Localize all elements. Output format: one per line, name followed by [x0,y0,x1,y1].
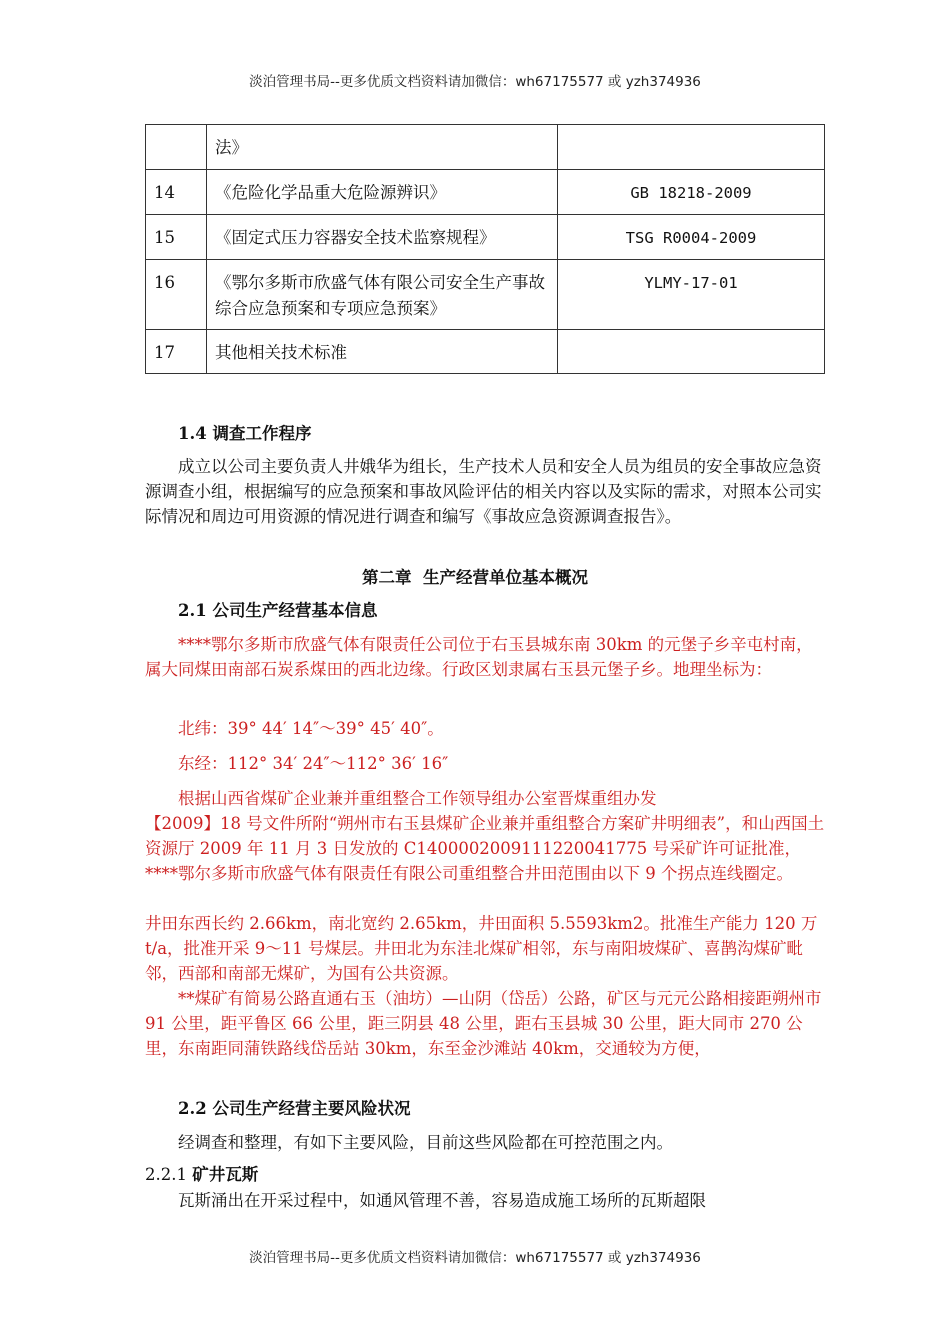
section-2-1-heading: 2.1 公司生产经营基本信息 [178,601,378,620]
chapter-2-title: 第二章 生产经营单位基本概况 [362,568,588,587]
standard-name: 《危险化学品重大危险源辨识》 [207,170,558,215]
table-row [146,215,825,260]
standard-code: GB 18218-2009 [558,170,825,215]
transport-paragraph: **煤矿有简易公路直通右玉（油坊）—山阴（岱岳）公路，矿区与元元公路相接距朔州市 91 公里，距平鲁区 66 公里，距三阴县 48 公里，距右玉县城 30 公里，距大同市 270 公里，东南距同蒲铁路线岱岳站 30km，东至金沙滩站 40km，交通较为方便， [145,989,822,1058]
standard-name: 其他相关技术标准 [207,330,558,374]
standard-code [558,330,825,374]
latitude-line: 北纬：39° 44′ 14″～39° 45′ 40″。 [178,719,444,738]
table-row [146,170,825,215]
company-location-paragraph: ****鄂尔多斯市欣盛气体有限责任公司位于右玉县城东南 30km 的元堡子乡辛屯村南，属大同煤田南部石炭系煤田的西北边缘。行政区划隶属右玉县元堡子乡。地理坐标为： [145,635,813,679]
page-header-note: 淡泊管理书局--更多优质文档资料请加微信：wh67175577 或 yzh374936 [249,74,701,90]
standard-name: 《固定式压力容器安全技术监察规程》 [207,215,558,260]
standard-code: YLMY-17-01 [558,260,825,330]
row-number [146,125,207,170]
section-2-2-1-title: 矿井瓦斯 [192,1165,259,1184]
standard-code: TSG R0004-2009 [558,215,825,260]
approval-paragraph-first-line: 根据山西省煤矿企业兼并重组整合工作领导组办公室晋煤重组办发 [178,789,657,808]
row-number: 15 [146,215,207,260]
page-footer-note: 淡泊管理书局--更多优质文档资料请加微信：wh67175577 或 yzh374936 [249,1250,701,1266]
row-number: 17 [146,330,207,374]
longitude-line: 东经：112° 34′ 24″～112° 36′ 16″ [178,754,449,773]
table-row [146,125,825,170]
row-number: 16 [146,260,207,330]
standard-name: 《鄂尔多斯市欣盛气体有限公司安全生产事故综合应急预案和专项应急预案》 [207,260,558,330]
section-1-4-heading: 1.4 调查工作程序 [178,424,312,443]
table-row [146,260,825,330]
section-2-2-heading: 2.2 公司生产经营主要风险状况 [178,1099,411,1118]
section-2-2-1-heading [145,1162,258,1187]
section-1-4-body: 成立以公司主要负责人井娥华为组长，生产技术人员和安全人员为组员的安全事故应急资源调查小组，根据编写的应急预案和事故风险评估的相关内容以及实际的需求，对照本公司实际情况和周边可用资源的情况进行调查和编写《事故应急资源调查报告》。 [145,457,822,526]
approval-paragraph-rest: 【2009】18 号文件所附“朔州市右玉县煤矿企业兼并重组整合方案矿井明细表”，和山西国土资源厅 2009 年 11 月 3 日发放的 C1400002009111220041775 号采矿许可证批准，****鄂尔多斯市欣盛气体有限责任有限公司重组整合井田范围由以下 9 个拐点连线圈定。 [145,814,825,883]
row-number: 14 [146,170,207,215]
standard-name: 法》 [207,125,558,170]
section-2-2-1-number: 2.2.1 [145,1165,193,1184]
standard-code [558,125,825,170]
section-2-2-1-body: 瓦斯涌出在开采过程中，如通风管理不善，容易造成施工场所的瓦斯超限 [178,1191,706,1210]
table-row [146,330,825,374]
standards-table [145,124,825,374]
mine-field-paragraph: 井田东西长约 2.66km，南北宽约 2.65km，井田面积 5.5593km2。批准生产能力 120 万 t/a，批准开采 9～11 号煤层。井田北为东洼北煤矿相邻，东与南阳坡煤矿、喜鹊沟煤矿毗邻，西部和南部无煤矿，为国有公共资源。 [145,914,818,983]
section-2-2-body: 经调查和整理，有如下主要风险，目前这些风险都在可控范围之内。 [178,1133,673,1152]
